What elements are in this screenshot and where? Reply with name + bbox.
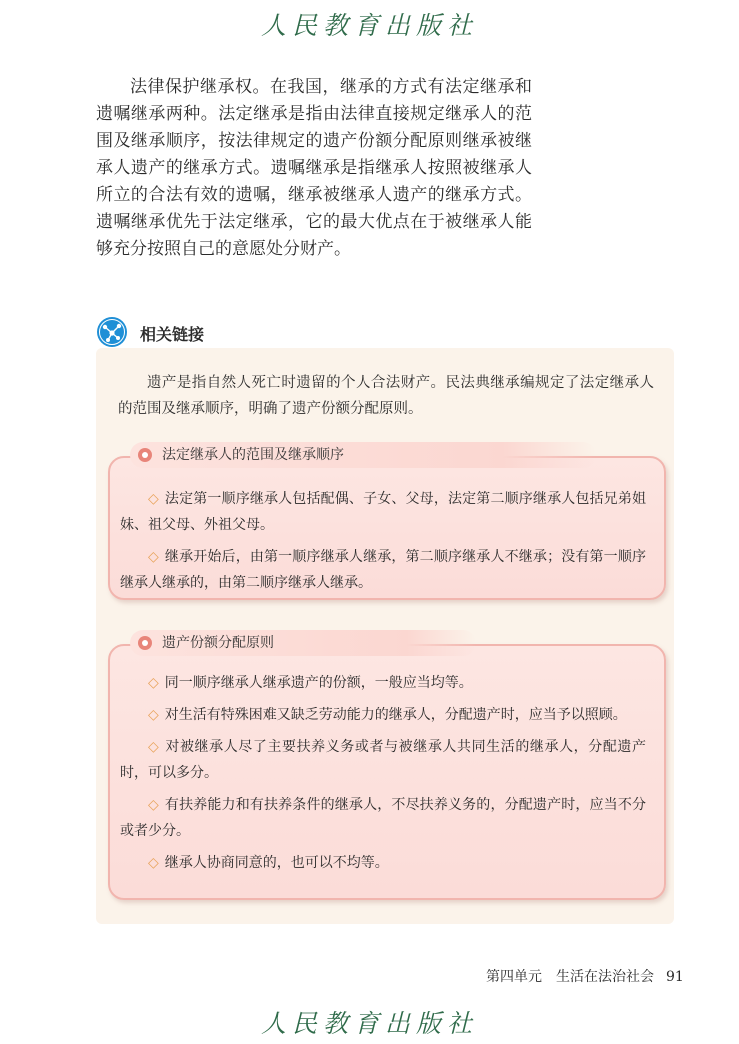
list-item: ◇ 有扶养能力和有扶养条件的继承人，不尽扶养义务的，分配遗产时，应当不分或者少分。 (120, 797, 646, 839)
diamond-bullet-icon: ◇ (148, 739, 160, 755)
diamond-bullet-icon: ◇ (148, 797, 159, 813)
diamond-bullet-icon: ◇ (148, 707, 159, 723)
diamond-bullet-icon: ◇ (148, 675, 159, 691)
section-tab-succession-order: 法定继承人的范围及继承顺序 (130, 442, 596, 468)
list-item: ◇ 同一顺序继承人继承遗产的份额，一般应当均等。 (148, 675, 473, 691)
list-item: ◇ 对被继承人尽了主要扶养义务或者与被继承人共同生活的继承人，分配遗产时，可以多分。 (120, 739, 646, 781)
page-footer (486, 966, 684, 986)
list-item: ◇ 对生活有特殊困难又缺乏劳动能力的继承人，分配遗产时，应当予以照顾。 (148, 707, 627, 723)
publisher-watermark-bottom: 人民教育出版社 (260, 1009, 478, 1038)
page-number: 91 (666, 969, 684, 985)
network-icon (96, 316, 128, 348)
diamond-bullet-icon: ◇ (148, 491, 159, 507)
section-box-succession-order (108, 456, 666, 600)
section-tab-share-principles: 遗产份额分配原则 (130, 630, 476, 656)
main-paragraph: 法律保护继承权。在我国，继承的方式有法定继承和遗嘱继承两种。法定继承是指由法律直接规定继承人的范围及继承顺序，按法律规定的遗产份额分配原则继承被继承人遗产的继承方式。遗嘱继承是指继承人按照被继承人所立的合法有效的遗嘱，继承被继承人遗产的继承方式。遗嘱继承优先于法定继承，它的最大优点在于被继承人能够充分按照自己的意愿处分财产。 (96, 77, 532, 259)
list-item: ◇ 继承人协商同意的，也可以不均等。 (148, 855, 389, 871)
footer-unit-title: 第四单元 生活在法治社会 (486, 969, 654, 985)
diamond-bullet-icon: ◇ (148, 549, 159, 565)
dot-bullet-icon (138, 636, 152, 650)
related-link-intro: 遗产是指自然人死亡时遗留的个人合法财产。民法典继承编规定了法定继承人的范围及继承顺序，明确了遗产份额分配原则。 (118, 375, 654, 417)
related-link-title: 相关链接 (140, 325, 205, 344)
related-link-panel (96, 348, 674, 924)
list-item: ◇ 继承开始后，由第一顺序继承人继承，第二顺序继承人不继承；没有第一顺序继承人继承的，由第二顺序继承人继承。 (120, 549, 646, 591)
list-item: ◇ 法定第一顺序继承人包括配偶、子女、父母，法定第二顺序继承人包括兄弟姐妹、祖父母、外祖父母。 (120, 491, 646, 533)
dot-bullet-icon (138, 448, 152, 462)
section-box-share-principles (108, 644, 666, 900)
diamond-bullet-icon: ◇ (148, 855, 159, 871)
publisher-watermark-top: 人民教育出版社 (260, 11, 478, 40)
